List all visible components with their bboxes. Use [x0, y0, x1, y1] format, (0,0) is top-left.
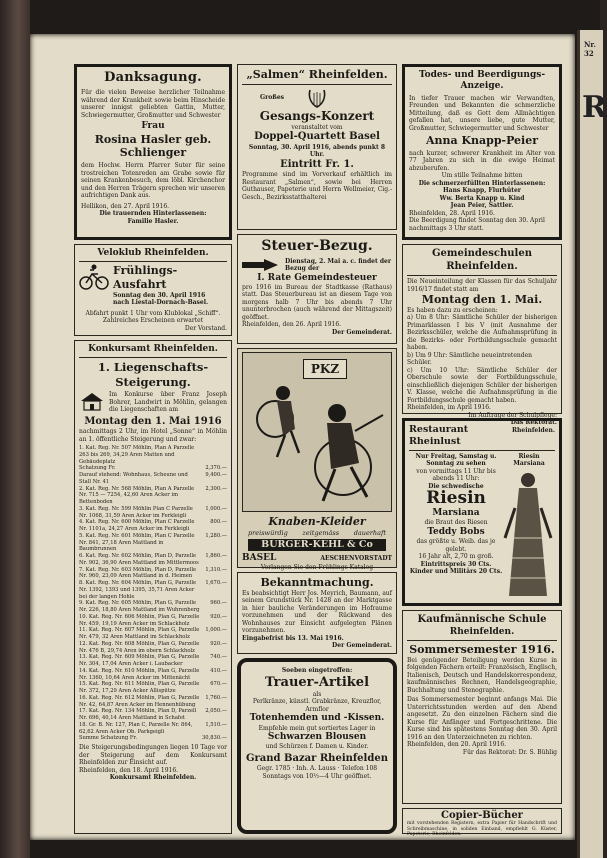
kaufm-title: Kaufmännische Schule — [417, 614, 547, 625]
konkurs-list-item — [79, 695, 227, 709]
rheinlust-l3: Die schwedische — [428, 482, 484, 490]
danksagung-date: Hellikon, den 27. April 1916. — [81, 202, 170, 210]
steuer-line3: pro 1916 im Bureau der Stadtkasse (Rathaus) statt. Das Steuerbureau ist an diesem Tage von morgens halb 7 Uhr bis abends 7 Uhr ununterbrochen (auch während der Mittagszeit) geöffnet. — [242, 283, 392, 321]
konkurs-list-item — [79, 533, 227, 553]
trauer-l6: und Schürzen f. Damen u. Kinder. — [265, 743, 369, 751]
danksagung-body: dem Hochw. Herrn Pfarrer Suter für seine trostreichen Totenreden am Grabe sowie für seinen Krankenbesuch, dem löbl. Kirchenchor und den Herren Trägern sprechen wir unseren aufrichtigen Dank aus. — [81, 162, 225, 199]
rheinlust-side1: Riesin — [518, 452, 540, 460]
trauer-head: Trauer-Artikel — [264, 674, 370, 690]
konkurs-list-item — [79, 641, 227, 655]
pkz-head: Knaben-Kleider — [268, 515, 366, 528]
todes-bitte: Um stille Teilnahme bitten — [441, 172, 523, 180]
konkurs-item-value: 1,000.— — [205, 627, 227, 634]
rheinlust-l5: Teddy Bobs — [427, 526, 485, 537]
danksagung-name: Rosina Hasler geb. Schlienger — [94, 132, 212, 160]
konkurs-item-value: 1,000.— — [205, 505, 227, 512]
todes-sign4: Jean Peier, Sattler. — [450, 202, 514, 210]
veloklub-head: Frühlings-Ausfahrt — [113, 264, 178, 291]
konkurs-item-desc: Darauf stehend: Wohnhaus, Scheune und Stall Nr. 41 — [79, 472, 188, 485]
salmen-title: „Salmen“ Rheinfelden. — [246, 68, 388, 81]
konkurs-item-desc: Summe Schatzung Fr. — [79, 735, 137, 742]
pkz-illustration — [242, 352, 392, 512]
kaufm-body2: Das Sommersemester beginnt anfangs Mai. Die Unterrichtsstunden werden auf den Abend angesetzt. Zu den einzelnen Fächern sind die Kurse für Anfänger und Fortgeschrittene. Die Kurse sind bis spätestens Sonntag den 30. April 1916 an den Unterzeichneten zu richten. — [407, 696, 557, 741]
konkurs-item-desc: 12. Kat. Reg. Nr. 608 Möhlin, Plan G, Parzelle Nr. 476 B, 29,74 Aren im obern Schlackholz — [79, 640, 200, 654]
todes-sign1: Die schmerzerfüllten Hinterlassenen: — [418, 179, 546, 187]
konkurs-item-value: 2,300.— — [205, 485, 227, 492]
pkz-sub2: zeitgemäss — [302, 528, 340, 537]
salmen-group: Doppel-Quartett Basel — [254, 131, 380, 143]
konkurs-item-value: 1,860.— — [205, 553, 227, 559]
konkurs-list-item — [79, 614, 227, 628]
salmen-entry: Eintritt Fr. 1. — [280, 158, 354, 170]
veloklub-sign: Der Vorstand. — [184, 324, 227, 332]
konkurs-item-value: 1,510.— — [205, 721, 227, 728]
konkurs-item-desc: 9. Kat. Reg. Nr. 605 Möhlin, Plan G, Parzelle Nr. 226, 18,80 Aren Mattland im Wuhrenberg — [79, 600, 200, 613]
rheinlust-side2: Marsiana — [513, 460, 545, 468]
konkurs-item-value — [201, 445, 227, 465]
salmen-by: veranstaltet vom — [291, 123, 343, 131]
gemeinde-sign2: Das Rektorat. — [510, 419, 557, 427]
todes-ad — [402, 64, 562, 240]
danksagung-ad — [74, 64, 232, 240]
newspaper-page — [30, 34, 575, 840]
konkurs-item-desc: 8. Kat. Reg. Nr. 604 Möhlin, Plan G, Parzelle Nr. 1392, 1393 und 1395, 35,71 Aren Acker bei der langen Hohle — [79, 580, 197, 600]
konkurs-item-desc: 17. Kat. Reg. Nr. 134 Möhlin, Plan D, Parzell Nr. 696, 40,14 Aren Mattland in Schafet — [79, 708, 197, 721]
konkurs-item-desc: 3. Kat. Reg. Nr. 599 Möhlin Plan C Parzelle Nr. 1068, 31,59 Aren Acker im Ferkleigli — [79, 505, 193, 519]
copier-ad — [402, 808, 562, 837]
todes-burial: Die Beerdigung findet Sonntag den 30. April nachmittags 3 Uhr statt. — [409, 217, 545, 232]
gemeinde-sign1: Im Auftrage der Schulpflege: — [468, 411, 557, 419]
veloklub-line3: Abfahrt punkt 1 Uhr vom Klublokal „Schiff“. — [85, 309, 221, 317]
gemeinde-ad — [402, 244, 562, 427]
pkz-city: BASEL — [242, 552, 277, 563]
konkurs-item-desc: 5. Kat. Reg. Nr. 601 Möhlin, Plan C Parzelle Nr. 841, 27,18 Aren Mattland in Baumbrunnen — [79, 532, 195, 553]
veloklub-line1: Sonntag den 30. April 1916 — [113, 291, 206, 299]
bekannt-ad — [237, 572, 397, 654]
trauer-firm: Grand Bazar Rheinfelden — [246, 752, 388, 764]
boys-with-hoops-illustration — [247, 379, 397, 509]
konkurs-list-item — [79, 553, 227, 567]
danksagung-frau: Frau — [141, 121, 165, 132]
copier-body: mit vorstehenden Registern, extra Papier für Handschrift und Schreibmaschine, in soliden Einband, empfiehlt G. Küster, Papeterie, Rheinfelden. — [407, 821, 557, 837]
konkurs-item-value: 920.— — [210, 640, 227, 647]
konkurs-list — [79, 445, 227, 742]
danksagung-sign1: Die trauernden Hinterlassenen: — [99, 210, 207, 217]
rheinlust-town: Rheinfelden. — [512, 427, 555, 434]
konkurs-list-item — [79, 445, 227, 465]
trauer-l3: Totenhemden und -Kissen. — [249, 713, 385, 724]
trauer-als: als — [312, 690, 322, 698]
giantess-illustration — [503, 468, 553, 598]
salmen-head: Gesangs-Konzert — [259, 108, 375, 123]
lyre-icon — [305, 87, 329, 109]
pkz-sub1: preiswürdig — [248, 528, 288, 537]
konkurs-item-desc: 7. Kat. Reg. Nr. 603 Möhlin, Plan D, Parzelle Nr. 960, 23,09 Aren Mattland in d. Heimen — [79, 566, 197, 580]
konkurs-ad — [74, 340, 232, 834]
konkurs-item-desc: 2. Kat. Reg. Nr. 568 Möhlin, Plan A Parzelle Nr. 715 — 7254, 42,60 Aren Acker im Bettenboden — [79, 485, 195, 505]
bicycle-icon — [79, 264, 109, 290]
todes-title: Todes- und Beerdigungs-Anzeige. — [418, 70, 546, 92]
pkz-logo: PKZ — [303, 359, 347, 379]
konkurs-item-value: 2,050.— — [205, 708, 227, 715]
bekannt-title: Bekanntmachung. — [260, 576, 374, 589]
trauer-ad — [237, 658, 397, 834]
trauer-l5: Schwarzen Blousen — [267, 732, 367, 742]
salmen-date: Sonntag, 30. April 1916, abends punkt 8 Uhr. — [248, 143, 386, 159]
steuer-ad — [237, 234, 397, 344]
todes-name: Anna Knapp-Peier — [425, 134, 539, 147]
konkurs-list-item — [79, 627, 227, 641]
salmen-ad — [237, 64, 397, 230]
gemeinde-title: Gemeindeschulen Rheinfelden. — [432, 248, 532, 272]
konkurs-list-item — [79, 735, 227, 742]
next-page-letter: R — [582, 90, 607, 125]
konkurs-item-value: 920.— — [210, 613, 227, 620]
next-page-edge — [577, 30, 607, 858]
rheinlust-ad — [402, 418, 562, 606]
pkz-ad — [237, 348, 397, 571]
konkurs-item-value: 960.— — [210, 600, 227, 607]
konkurs-item-desc: 15. Kat. Reg. Nr. 611 Möhlin, Plan G, Parzelle Nr. 372, 17,29 Aren Acker Allispütze — [79, 681, 200, 694]
house-icon — [79, 391, 105, 411]
steuer-line2: I. Rate Gemeindesteuer — [257, 272, 377, 283]
konkurs-list-item — [79, 600, 227, 614]
konkurs-item-value: 30,830.— — [202, 735, 227, 742]
danksagung-intro: Für die vielen Beweise herzlicher Teilnahme während der Krankheit sowie beim Hinscheide unserer innigst geliebten Gattin, Mutter, Schwiegermutter, Großmutter und Schwester — [81, 89, 225, 119]
pkz-firm: BURGER-KEHL & Co — [248, 539, 386, 551]
danksagung-sign2: Familie Hasler. — [127, 217, 179, 225]
danksagung-title: Danksagung. — [104, 70, 202, 85]
konkurs-list-item — [79, 654, 227, 668]
rheinlust-l6: das größte u. Weib. das je gelebt. — [416, 538, 496, 553]
konkurs-place: Rheinfelden, den 18. April 1916. — [79, 766, 179, 774]
konkurs-list-item — [79, 722, 227, 736]
gemeinde-place: Rheinfelden, im April 1916. — [407, 404, 491, 412]
rheinlust-l2: von vormittags 11 Uhr bis abends 11 Uhr: — [416, 467, 496, 483]
kaufm-body: Bei genügender Beteiligung werden Kurse in folgenden Fächern erteilt: Französisch, Englisch, Italienisch, Deutsch und Handelskorrespondenz, kaufmännisches Rechnen, Handelsgeographie, Buchhaltung und Stenographie. — [407, 656, 557, 694]
konkurs-item-value: 1,280.— — [205, 532, 227, 539]
konkurs-item-value: 670.— — [210, 681, 227, 688]
kaufm-town: Rheinfelden. — [449, 626, 515, 637]
todes-body2: nach kurzer, schwerer Krankheit im Alter von 77 Jahren zu sich in die ewige Heimat abzuberufen. — [409, 149, 555, 172]
konkurs-item-value: 1,670.— — [205, 580, 227, 586]
todes-body: In tiefer Trauer machen wir Verwandten, Freunden und Bekannten die schmerzliche Mitteilung, daß es Gott dem Allmächtigen gefallen hat, unsere liebe, gute Mutter, Großmutter, Schwiegermutter und Schwester — [409, 94, 555, 132]
trauer-l2: Perlkränze, künstl. Grabkränze, Kreuzflor, Armflor — [252, 698, 382, 713]
pkz-catalog: Verlangen Sie den Frühlings-Katalog — [260, 564, 374, 571]
rheinlust-l7: 16 Jahr alt, 2,70 m groß. — [418, 553, 494, 561]
veloklub-line2: nach Liestal-Dornach-Basel. — [113, 299, 209, 307]
konkurs-outro: Die Steigerungsbedingungen liegen 10 Tage vor der Steigerung auf dem Konkursamt Rheinfelden zur Einsicht auf. — [79, 744, 227, 766]
veloklub-title: Veloklub Rheinfelden. — [97, 248, 209, 258]
trauer-line1: Soeben eingetroffen: — [281, 667, 353, 674]
rheinlust-title: Restaurant Rheinlust — [409, 424, 469, 447]
konkurs-item-value: 410.— — [210, 667, 227, 674]
todes-sign2: Hans Knapp, Flurhüter — [443, 187, 521, 195]
rheinlust-l1: Nur Freitag, Samstag u. Sonntag zu sehen — [415, 452, 497, 468]
konkurs-item-desc: Schatzung Fr. — [79, 465, 116, 472]
veloklub-ad — [74, 244, 232, 336]
konkurs-list-item — [79, 486, 227, 506]
konkurs-date: Montag den 1. Mai 1916 — [84, 415, 222, 427]
konkurs-item-desc: 16. Kat. Reg. Nr. 612 Möhlin, Plan G, Parzelle Nr. 42, 64,87 Aren Acker im Hennenhübung — [79, 694, 200, 708]
konkurs-list-item — [79, 472, 227, 486]
rheinlust-l8: Eintrittspreis 30 Cts. — [420, 560, 492, 568]
pkz-sub3: dauerhaft — [353, 528, 386, 537]
konkurs-item-desc: 6. Kat. Reg. Nr. 602 Möhlin, Plan D, Parzelle Nr. 902, 36,90 Aren Mattland im Mittlermoos — [79, 553, 199, 566]
konkurs-item-desc: 4. Kat. Reg. Nr. 600 Möhlin, Plan C Parzelle Nr. 1101a, 24,27 Aren Acker im Ferkleigli — [79, 519, 195, 532]
copier-title: Copier-Bücher — [441, 810, 523, 821]
konkurs-sign: Konkursamt Rheinfelden. — [109, 774, 197, 781]
konkurs-list-item — [79, 681, 227, 695]
gemeinde-r3: c) Um 10 Uhr: Sämtliche Schüler der Oberschule sowie der Fortbildungsschule, einschließlich diejenigen Schüler der bisherigen V. Klasse, welche die Aufnahmsprüfung in die Fortbildungsschule gemacht haben. — [407, 366, 557, 404]
rheinlust-name2: Marsiana — [432, 508, 480, 519]
gemeinde-sub: Es haben dazu zu erscheinen: — [407, 306, 498, 314]
kaufm-sign: Für das Rektorat: Dr. S. Bühlig — [462, 748, 557, 756]
rheinlust-l9: Kinder und Militärs 20 Cts. — [409, 568, 503, 576]
konkurs-item-desc: 11. Kat. Reg. Nr. 607 Möhlin, Plan G, Parzelle Nr. 479, 32 Aren Mattland im Schlackholz — [79, 627, 200, 640]
konkurs-item-value: 2,370.— — [205, 465, 227, 472]
kaufm-ad — [402, 610, 562, 804]
konkurs-list-item — [79, 668, 227, 682]
konkurs-item-value: 1,760.— — [205, 694, 227, 701]
bekannt-date: Eingabefrist bis 13. Mai 1916. — [242, 634, 344, 642]
konkurs-desc: nachmittags 2 Uhr, im Hotel „Sonne“ in Möhlin an 1. öffentliche Steigerung und zwar: — [79, 428, 227, 443]
rheinlust-name: Riesin — [426, 488, 486, 509]
steuer-title: Steuer-Bezug. — [261, 238, 373, 254]
konkurs-intro: Im Konkurse über Franz Joseph Bohrer, Landwirt in Möhlin, gelangen die Liegenschaften am — [109, 391, 227, 413]
bekannt-sign: Der Gemeinderat. — [332, 642, 392, 650]
konkurs-item-value: 800.— — [210, 519, 227, 526]
konkurs-list-item — [79, 580, 227, 600]
salmen-grosses: Großes — [259, 94, 285, 101]
veloklub-line4: Zahlreiches Erscheinen erwartet — [102, 317, 204, 325]
steuer-sign: Der Gemeinderat. — [332, 328, 392, 336]
gemeinde-date: Montag den 1. Mai. — [421, 293, 543, 306]
konkurs-list-item — [79, 567, 227, 581]
konkurs-item-desc: 13. Kat. Reg. Nr. 609 Möhlin, Plan G, Parzelle Nr. 304, 17,04 Aren Acker i. Laubacker — [79, 654, 200, 667]
konkurs-item-desc: 18. Gr. B. Nr. 127, Plan C, Parzelle Nr. 864, 62,62 Aren Acker Ob. Parkgeigli — [79, 721, 193, 735]
konkurs-item-value: 9,400.— — [205, 472, 227, 478]
konkurs-list-item — [79, 708, 227, 722]
pkz-street: AESCHENVORSTADT — [320, 554, 392, 562]
steuer-place: Rheinfelden, den 26. April 1916. — [242, 321, 342, 329]
konkurs-item-desc: 14. Kat. Reg. Nr. 610 Möhlin, Plan G, Parzelle Nr. 1360, 10,64 Aren Acker im Mittenächt — [79, 667, 200, 681]
gemeinde-intro: Die Neueinteilung der Klassen für das Schuljahr 1916/17 findet statt am — [407, 278, 557, 293]
trauer-l4: Empfehle mein gut sortiertes Lager in — [258, 724, 376, 732]
next-page-number: Nr. 32 — [584, 40, 596, 58]
kaufm-head: Sommersemester 1916. — [409, 642, 555, 656]
book-spine — [0, 0, 30, 858]
salmen-info: Programme sind im Vorverkauf erhältlich im Restaurant „Salmen“, sowie bei Herren Guthauser, Papeterie und Herrn Wellmeier, Cig.-Gesch., Bezirksstatthalterei — [242, 171, 392, 201]
kaufm-place: Rheinfelden, den 20. April 1916. — [407, 741, 507, 748]
rheinlust-l4: die Braut des Riesen — [424, 519, 488, 527]
konkurs-list-item — [79, 465, 227, 472]
gemeinde-r2: b) Um 9 Uhr: Sämtliche neueintretenden Schüler. — [407, 351, 533, 367]
konkurs-list-item — [79, 506, 227, 520]
konkurs-item-value: 740.— — [210, 654, 227, 661]
pointing-hand-icon — [242, 258, 282, 272]
gemeinde-r1: a) Um 8 Uhr: Sämtliche Schüler der bisherigen Primarklassen I bis V (mit Ausnahme der Bezirksschüler, welche die Aufnahmsprüfung in die Bezirks- oder Fortbildungsschule gemacht haben. — [407, 314, 557, 352]
konkurs-item-desc: 10. Kat. Reg. Nr. 606 Möhlin, Plan G, Parzelle Nr. 459, 19,19 Aren Acker im Schlackholz — [79, 613, 200, 627]
todes-sign3: Ww. Berta Knapp u. Kind — [439, 194, 525, 202]
konkurs-item-value: 1,310.— — [205, 566, 227, 573]
todes-date: Rheinfelden, 28. April 1916. — [409, 209, 495, 217]
steuer-line1: Dienstag, 2. Mai a. c. findet der Bezug der — [285, 257, 391, 272]
bekannt-body: Es beabsichtigt Herr Jos. Meyrich, Baumann, auf seinem Grundstück Nr. 1428 an der Marktgasse in hier bauliche Veränderungen im Hofraume vorzunehmen und der Rückwand des Wohnhauses zur Einsicht aufgelegten Plänen vorzunehmen. — [242, 589, 392, 635]
konkurs-item-desc: 1. Kat. Reg. Nr. 507 Möhlin, Plan A Parzelle 263 bis 269, 34,29 Aren Matten und Gebäudeplatz — [79, 445, 195, 465]
trauer-addr: Gegr. 1785 · Inh. A. Lauss · Telefon 108 — [256, 765, 378, 773]
konkurs-head: 1. Liegenschafts-Steigerung. — [97, 360, 209, 389]
trauer-hours: Sonntags von 10½—4 Uhr geöffnet. — [262, 772, 372, 780]
konkurs-title: Konkursamt Rheinfelden. — [88, 344, 218, 354]
konkurs-list-item — [79, 519, 227, 533]
